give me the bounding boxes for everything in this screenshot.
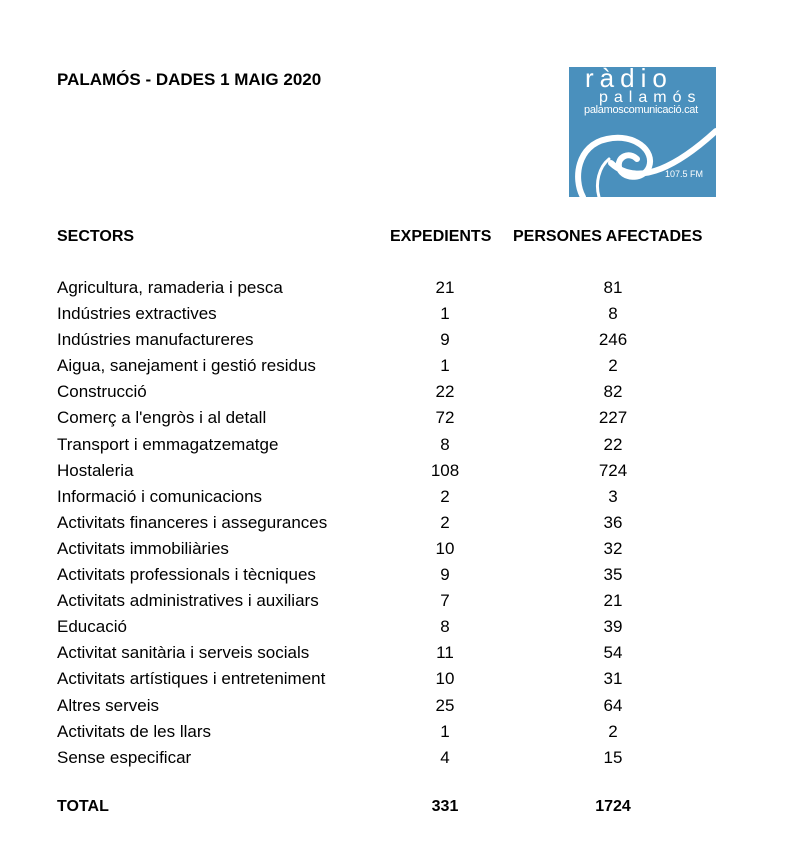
table-row bbox=[0, 617, 800, 643]
row-sector: Activitats de les llars bbox=[57, 721, 211, 741]
row-sector: Informació i comunicacions bbox=[57, 486, 263, 506]
total-expedients: 331 bbox=[431, 798, 459, 815]
table-row bbox=[0, 513, 800, 539]
row-expedients: 9 bbox=[440, 565, 450, 585]
row-persones: 724 bbox=[598, 460, 628, 480]
row-sector: Transport i emmagatzematge bbox=[57, 434, 279, 454]
row-expedients: 4 bbox=[440, 747, 450, 767]
row-expedients: 8 bbox=[440, 617, 450, 637]
table-row bbox=[0, 591, 800, 617]
radio-palamos-logo bbox=[569, 67, 716, 197]
row-sector: Activitats administratives i auxiliars bbox=[57, 591, 319, 611]
row-expedients: 10 bbox=[435, 669, 455, 689]
row-expedients: 1 bbox=[440, 721, 450, 741]
row-sector: Agricultura, ramaderia i pesca bbox=[57, 278, 283, 297]
table-row bbox=[0, 461, 800, 487]
table-row bbox=[0, 722, 800, 748]
row-persones: 246 bbox=[598, 330, 628, 350]
row-expedients: 8 bbox=[440, 434, 450, 454]
logo-url: palamoscomunicació.cat bbox=[584, 104, 698, 116]
total-persones: 1724 bbox=[595, 798, 631, 815]
table-row bbox=[0, 539, 800, 565]
table-row bbox=[0, 669, 800, 695]
logo-frequency: 107.5 FM bbox=[665, 169, 704, 179]
table-row bbox=[0, 435, 800, 461]
row-persones: 8 bbox=[608, 304, 618, 324]
page-title: PALAMÓS - DADES 1 MAIG 2020 bbox=[57, 70, 322, 89]
row-persones: 36 bbox=[603, 512, 623, 532]
row-persones: 64 bbox=[603, 695, 623, 715]
row-sector: Hostaleria bbox=[57, 460, 134, 480]
table-row bbox=[0, 382, 800, 408]
row-sector: Activitats financeres i assegurances bbox=[57, 512, 328, 532]
row-persones: 22 bbox=[603, 434, 623, 454]
row-expedients: 7 bbox=[440, 591, 450, 611]
row-sector: Aigua, sanejament i gestió residus bbox=[57, 356, 316, 376]
row-expedients: 22 bbox=[435, 382, 455, 402]
header-persones-afectades: PERSONES AFECTADES bbox=[513, 228, 703, 245]
row-persones: 81 bbox=[603, 278, 623, 297]
row-sector: Activitats immobiliàries bbox=[57, 538, 229, 558]
row-expedients: 25 bbox=[435, 695, 455, 715]
row-persones: 82 bbox=[603, 382, 623, 402]
row-persones: 21 bbox=[603, 591, 623, 611]
row-sector: Activitat sanitària i serveis socials bbox=[57, 643, 310, 663]
logo-word-palamos: palamós bbox=[599, 89, 702, 106]
table-body bbox=[0, 278, 800, 774]
row-sector: Activitats professionals i tècniques bbox=[57, 565, 316, 585]
row-expedients: 1 bbox=[440, 304, 450, 324]
row-persones: 39 bbox=[603, 617, 623, 637]
table-row bbox=[0, 408, 800, 434]
row-expedients: 72 bbox=[435, 408, 455, 428]
table-row bbox=[0, 278, 800, 304]
row-expedients: 2 bbox=[440, 486, 450, 506]
table-row bbox=[0, 748, 800, 774]
table-row bbox=[0, 487, 800, 513]
total-label: TOTAL bbox=[57, 798, 109, 815]
row-sector: Construcció bbox=[57, 382, 147, 402]
row-persones: 32 bbox=[603, 538, 623, 558]
table-row bbox=[0, 330, 800, 356]
row-sector: Comerç a l'engròs i al detall bbox=[57, 408, 267, 428]
row-sector: Activitats artístiques i entreteniment bbox=[57, 669, 326, 689]
row-persones: 54 bbox=[603, 643, 623, 663]
row-sector: Altres serveis bbox=[57, 695, 160, 715]
table-row bbox=[0, 565, 800, 591]
row-sector: Educació bbox=[57, 617, 127, 637]
logo-word-radio: ràdio bbox=[585, 67, 673, 93]
row-expedients: 9 bbox=[440, 330, 450, 350]
header-expedients: EXPEDIENTS bbox=[390, 228, 492, 245]
row-persones: 31 bbox=[603, 669, 623, 689]
row-persones: 3 bbox=[608, 486, 618, 506]
table-row bbox=[0, 304, 800, 330]
row-expedients: 11 bbox=[436, 643, 454, 663]
row-persones: 2 bbox=[608, 721, 618, 741]
table-row bbox=[0, 696, 800, 722]
header-sectors: SECTORS bbox=[57, 228, 135, 245]
row-persones: 35 bbox=[603, 565, 623, 585]
row-expedients: 108 bbox=[430, 460, 460, 480]
row-sector: Indústries extractives bbox=[57, 304, 217, 324]
row-expedients: 2 bbox=[440, 512, 450, 532]
table-row bbox=[0, 643, 800, 669]
row-persones: 15 bbox=[603, 747, 623, 767]
row-expedients: 21 bbox=[435, 278, 455, 297]
row-persones: 2 bbox=[608, 356, 618, 376]
row-expedients: 1 bbox=[440, 356, 450, 376]
row-expedients: 10 bbox=[435, 538, 455, 558]
table-row bbox=[0, 356, 800, 382]
row-persones: 227 bbox=[598, 408, 628, 428]
row-sector: Sense especificar bbox=[57, 747, 192, 767]
row-sector: Indústries manufactureres bbox=[57, 330, 254, 350]
